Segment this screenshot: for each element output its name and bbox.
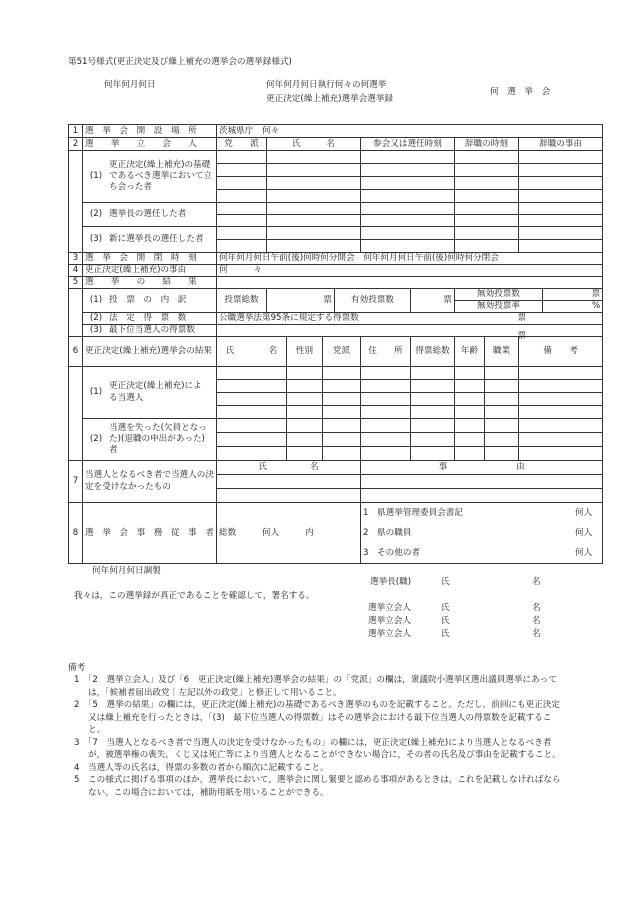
row-new-winners bbox=[69, 367, 603, 380]
note-item: 4 当選人等の氏名は，得票の多数の者から順次に記載すること。 bbox=[74, 762, 329, 773]
lowest-winner-unit: 票 bbox=[517, 330, 527, 341]
record-title-line1: 何年何月何日執行何々の何選挙 bbox=[266, 80, 387, 90]
legal-votes-value bbox=[217, 313, 603, 325]
row-venue bbox=[69, 125, 603, 138]
witness-role-3: 選挙立会人 bbox=[368, 629, 411, 639]
election-record-table bbox=[68, 124, 603, 564]
vote-breakdown-label bbox=[83, 289, 217, 313]
staff-item-label: 2 県の職員 bbox=[363, 527, 412, 538]
sub-number: (2) bbox=[89, 313, 103, 324]
row-number: 6 bbox=[69, 337, 83, 367]
sub-label: 選挙長の選任した者 bbox=[109, 209, 187, 220]
witness-sign-label-3: 名 bbox=[532, 629, 541, 639]
chair-role: 選挙長(職) bbox=[370, 577, 412, 587]
sub-number: (3) bbox=[89, 325, 103, 336]
row-witness-2 bbox=[69, 203, 603, 215]
row-witness-header bbox=[69, 138, 603, 151]
row-number: 4 bbox=[69, 265, 83, 277]
row-label: 更正決定(繰上補充)の事由 bbox=[83, 265, 217, 277]
row-label: 選 挙 会 開 設 場 所 bbox=[83, 125, 217, 138]
staff-item-count: 何人 bbox=[575, 507, 593, 518]
row-results bbox=[69, 277, 603, 289]
valid-votes-label: 有効投票数 bbox=[335, 289, 411, 313]
row-legal-votes bbox=[69, 313, 603, 325]
staff-item bbox=[363, 503, 600, 523]
row-open-close-time bbox=[69, 253, 603, 265]
record-date: 何年何月何日 bbox=[104, 80, 156, 90]
col-note: 備 考 bbox=[519, 337, 603, 367]
open-close-value: 何年何月何日午前(後)何時何分開会 何年何月何日午前(後)何時何分閉会 bbox=[217, 253, 603, 265]
sub-number: (2) bbox=[89, 434, 103, 445]
note-item: 3 「7 当選人となるべき者で当選人の決定を受けなかったもの」の欄には，更正決定(繰上補充)により当選人となるべき者が，被選挙権の喪失，くじ又は死亡等により当選人となることができない場合に，その者の氏名及び事由を記載すること。 bbox=[74, 737, 561, 761]
notes-title: 備考 bbox=[68, 663, 86, 673]
prepared-date: 何年何月何日調製 bbox=[92, 566, 161, 576]
witness-name-label-2: 氏 bbox=[441, 616, 450, 626]
total-votes-label: 投票総数 bbox=[217, 289, 267, 313]
col-reason: 事 由 bbox=[361, 461, 603, 475]
staff-item-count: 何人 bbox=[575, 547, 593, 558]
note-item: 2 「5 選挙の結果」の欄には，更正決定(繰上補充)の基礎であるべき選挙のものを記載すること。ただし，前回にも更正決定又は繰上補充を行ったときは，「(3) 最下位当選人の得票数」はその選挙会における最下位当選人の得票数を記載すること。 bbox=[74, 700, 560, 736]
witness-role-2: 選挙立会人 bbox=[368, 616, 411, 626]
invalid-votes-unit: 票 bbox=[543, 289, 603, 301]
sub-label: 最下位当選人の得票数 bbox=[109, 325, 195, 336]
row-number: 1 bbox=[69, 125, 83, 138]
sub-label: 新に選挙長の選任した者 bbox=[109, 233, 204, 244]
col-age: 年齢 bbox=[455, 337, 485, 367]
lowest-winner-value bbox=[217, 325, 603, 341]
col-sex: 性別 bbox=[287, 337, 323, 367]
staff-item-label: 1 県選挙管理委員会書記 bbox=[363, 507, 463, 518]
row-label: 選 挙 会 開 閉 時 刻 bbox=[83, 253, 217, 265]
assembly-name: 何 選 挙 会 bbox=[490, 87, 551, 97]
legal-votes-unit: 票 bbox=[517, 313, 527, 324]
staff-item-label: 3 その他の者 bbox=[363, 547, 421, 558]
venue-value: 茨城県庁 何々 bbox=[217, 125, 603, 138]
row-number: 5 bbox=[69, 277, 83, 289]
row-label: 選 挙 の 結 果 bbox=[83, 277, 217, 289]
note-item: 1 「2 選挙立会人」及び「6 更正決定(繰上補充)選挙会の結果」の「党派」の欄は，衆議院小選挙区選出議員選挙にあっては，「候補者届出政党｜左記以外の政党」と修正して用いること。 bbox=[74, 675, 557, 698]
invalid-votes-label: 無効投票数 bbox=[455, 289, 543, 301]
reason-value: 何 々 bbox=[217, 265, 603, 277]
chair-name-label: 氏 bbox=[441, 577, 450, 587]
witness-sign-label-2: 名 bbox=[532, 616, 541, 626]
col-name: 氏 名 bbox=[217, 337, 287, 367]
witness-2-label bbox=[83, 203, 217, 227]
witness-3-label bbox=[83, 227, 217, 253]
row-label: 当選人となるべき者で当選人の決定を受けなかったもの bbox=[83, 461, 217, 503]
row-staff bbox=[69, 503, 603, 564]
sub-number: (1) bbox=[89, 295, 103, 306]
row-witness-3 bbox=[69, 227, 603, 240]
sub-number: (1) bbox=[89, 387, 103, 398]
col-job: 職業 bbox=[485, 337, 519, 367]
staff-breakdown bbox=[361, 503, 603, 564]
sub-number: (2) bbox=[89, 209, 103, 220]
total-votes-unit: 票 bbox=[267, 289, 335, 313]
row-reason bbox=[69, 265, 603, 277]
sub-number: (1) bbox=[89, 171, 103, 182]
row-number: 2 bbox=[69, 138, 83, 151]
row-not-elected bbox=[69, 461, 603, 475]
col-resign-reason: 辞職の事由 bbox=[519, 138, 603, 151]
legal-votes-label bbox=[83, 313, 217, 325]
col-resign-time: 辞職の時刻 bbox=[455, 138, 519, 151]
sub-label: 更正決定(繰上補充)による当選人 bbox=[109, 381, 202, 403]
staff-item bbox=[363, 523, 600, 543]
witness-name-label-3: 氏 bbox=[441, 629, 450, 639]
col-party: 党 派 bbox=[217, 138, 267, 151]
invalid-rate-label: 無効投票率 bbox=[455, 301, 543, 313]
row-label: 更正決定(繰上補充)選挙会の結果 bbox=[83, 337, 217, 367]
witness-name-label-1: 氏 bbox=[441, 603, 450, 613]
new-winners-label bbox=[83, 367, 217, 419]
row-witness-1 bbox=[69, 151, 603, 164]
legal-votes-text: 公職選挙法第95条に規定する得票数 bbox=[219, 313, 359, 324]
lost-winners-label bbox=[83, 419, 217, 461]
witness-1-label bbox=[83, 151, 217, 203]
row-spacer bbox=[69, 151, 83, 203]
col-elected-time: 参会又は選任時刻 bbox=[361, 138, 455, 151]
col-name: 氏 名 bbox=[217, 461, 361, 475]
chair-sign-label: 名 bbox=[532, 577, 541, 587]
witness-sign-label-1: 名 bbox=[532, 603, 541, 613]
row-lost-winners bbox=[69, 419, 603, 433]
row-number: 8 bbox=[69, 503, 83, 564]
row-number: 3 bbox=[69, 253, 83, 265]
sub-number: (3) bbox=[89, 234, 103, 245]
row-lowest-winner-votes bbox=[69, 325, 603, 337]
notes-section bbox=[68, 662, 568, 799]
record-title-line2: 更正決定(繰上補充)選挙会選挙録 bbox=[266, 94, 394, 104]
staff-item-count: 何人 bbox=[575, 527, 593, 538]
invalid-rate-unit: % bbox=[543, 301, 603, 313]
row-number: 7 bbox=[69, 461, 83, 503]
col-party: 党派 bbox=[323, 337, 361, 367]
confirmation-text: 我々は，この選挙録が真正であることを確認して，署名する。 bbox=[74, 591, 315, 601]
col-name: 氏 名 bbox=[267, 138, 361, 151]
sub-label: 更正決定(繰上補充)の基礎であるべき選挙において立ち会った者 bbox=[109, 159, 213, 193]
staff-item bbox=[363, 543, 600, 563]
staff-total: 総数 何人 内 bbox=[217, 503, 361, 564]
form-title: 第51号様式(更正決定及び繰上補充の選挙会の選挙録様式) bbox=[68, 57, 292, 67]
witness-role-1: 選挙立会人 bbox=[368, 603, 411, 613]
lowest-winner-label bbox=[83, 325, 217, 337]
valid-votes-unit: 票 bbox=[411, 289, 455, 313]
row-vote-breakdown bbox=[69, 289, 603, 301]
row-label: 選 挙 会 事 務 従 事 者 bbox=[83, 503, 217, 564]
sub-label: 法 定 得 票 数 bbox=[109, 313, 187, 324]
row-label: 選 挙 立 会 人 bbox=[83, 138, 217, 151]
col-address: 住 所 bbox=[361, 337, 411, 367]
sub-label: 当選を失った(欠員となった)(退職の申出があった)者 bbox=[109, 422, 207, 456]
col-votes: 得票総数 bbox=[411, 337, 455, 367]
note-item: 5 この様式に掲げる事項のほか，選挙長において，選挙会に関し緊要と認める事項があるときは，これを記載しなければならない。この場合においては，補助用紙を用いることができる。 bbox=[74, 775, 561, 798]
sub-label: 投 票 の 内 訳 bbox=[109, 295, 187, 306]
